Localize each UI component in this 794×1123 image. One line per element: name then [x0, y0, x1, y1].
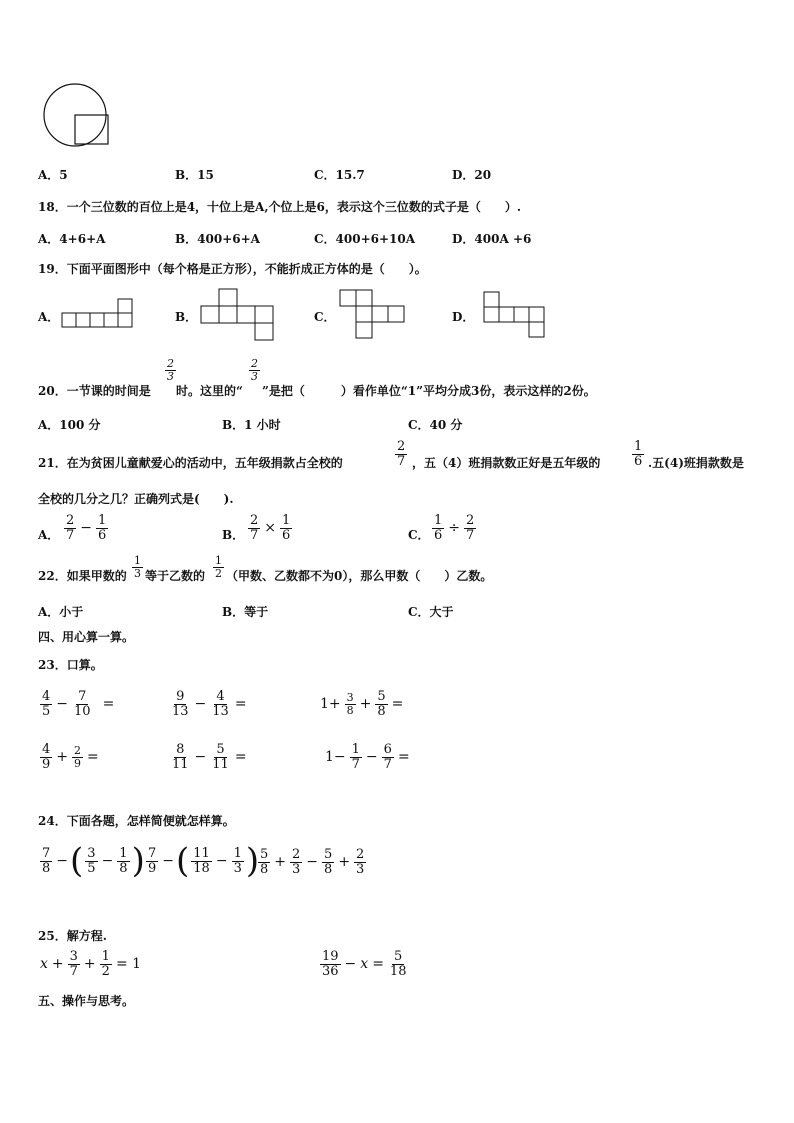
q21-option-a-expr: $\frac{2}{7}$ − $\frac{1}{6}$	[66, 513, 107, 543]
net-figure-a	[62, 299, 137, 329]
q23-expr-1: $\frac{4}{5}$ − $\frac{7}{10}$ =	[42, 689, 115, 719]
q23-expr-2: $\frac{9}{13}$ − $\frac{4}{13}$ =	[172, 689, 247, 719]
q25-equation-1: x + $\frac{3}{7}$ + $\frac{1}{2}$ = 1	[40, 949, 142, 979]
q21-line2: 全校的几分之几？正确列式是( ).	[38, 492, 234, 506]
q24-title: 24．下面各题，怎样简便就怎样算。	[38, 814, 235, 828]
q20-mid-text-2: ”是把（ ）看作单位“1”平均分成3份，表示这样的2份。	[262, 384, 596, 398]
q17-option-c: C．15.7	[314, 168, 365, 182]
q24-expr-3: $\frac{5}{8}$ + $\frac{2}{3}$ − $\frac{5}{8}$ + $\frac{2}{3}$	[260, 847, 365, 877]
q23-expr-5: $\frac{8}{11}$ − $\frac{5}{11}$ =	[172, 742, 247, 772]
q24-expr-2: $\frac{7}{9}$ −( $\frac{11}{18}$ − $\frac{1}{3}$ )	[148, 841, 260, 881]
q25-equation-2: $\frac{19}{36}$ − x = $\frac{5}{18}$	[322, 949, 407, 979]
net-figure-c	[340, 290, 410, 340]
q18-option-a: A．4+6+A	[38, 232, 106, 246]
q21-label-c: C．	[408, 528, 430, 542]
q20-option-b: B．1 小时	[222, 418, 281, 432]
q22-option-a: A．小于	[38, 605, 84, 619]
q22-fraction-1: $\frac{1}{3}$	[134, 554, 141, 580]
q22-option-c: C．大于	[408, 605, 454, 619]
q22-option-b: B．等于	[222, 605, 269, 619]
q22-text-a: 22．如果甲数的	[38, 569, 127, 583]
q21-fraction-2: $\frac{1}{6}$	[634, 439, 643, 469]
section-4-heading: 四、用心算一算。	[38, 630, 135, 644]
q21-line1-c: .五(4)班捐款数是	[648, 456, 744, 470]
q22-fraction-2: $\frac{1}{2}$	[215, 554, 222, 580]
q21-option-b-expr: $\frac{2}{7}$ × $\frac{1}{6}$	[250, 513, 291, 543]
q18-text: 18．一个三位数的百位上是4，十位上是A,个位上是6，表示这个三位数的式子是（ ）.	[38, 200, 522, 214]
q21-fraction-1: $\frac{2}{7}$	[397, 439, 406, 469]
q23-expr-6: 1− $\frac{1}{7}$ − $\frac{6}{7}$ =	[325, 742, 410, 772]
q23-expr-3: 1+ $\frac{3}{8}$ + $\frac{5}{8}$ =	[320, 689, 404, 719]
q25-title: 25．解方程.	[38, 929, 107, 943]
net-figure-b	[201, 289, 281, 341]
q19-label-c: C．	[314, 310, 336, 324]
q20-fraction-2: $\frac{2}{3}$	[251, 357, 258, 383]
q21-option-c-expr: $\frac{1}{6}$ ÷ $\frac{2}{7}$	[434, 513, 475, 543]
q24-expr-1: $\frac{7}{8}$ −( $\frac{3}{5}$ − $\frac{1}{8}$ )	[42, 841, 145, 881]
q17-option-d: D．20	[452, 168, 492, 182]
section-5-heading: 五、操作与思考。	[38, 994, 135, 1008]
q20-prefix: 20．一节课的时间是	[38, 384, 151, 398]
q20-option-c: C．40 分	[408, 418, 463, 432]
q21-label-b: B．	[222, 528, 245, 542]
q17-option-a: A．5	[38, 168, 68, 182]
circle-square-figure	[40, 85, 115, 147]
q18-option-d: D．400A +6	[452, 232, 532, 246]
net-figure-d	[484, 292, 549, 342]
q20-fraction-1: $\frac{2}{3}$	[167, 357, 174, 383]
q19-label-a: A．	[38, 310, 60, 324]
q18-option-c: C．400+6+10A	[314, 232, 416, 246]
q19-text: 19．下面平面图形中（每个格是正方形），不能折成正方体的是（ ）。	[38, 262, 427, 276]
q18-option-b: B．400+6+A	[175, 232, 260, 246]
q19-label-b: B．	[175, 310, 198, 324]
q20-option-a: A．100 分	[38, 418, 101, 432]
q23-title: 23．口算。	[38, 658, 103, 672]
q19-label-d: D．	[452, 310, 475, 324]
q21-line1-b: ，五（4）班捐款数正好是五年级的	[412, 456, 601, 470]
q21-label-a: A．	[38, 528, 60, 542]
q21-line1-a: 21．在为贫困儿童献爱心的活动中，五年级捐款占全校的	[38, 456, 343, 470]
q23-expr-4: $\frac{4}{9}$ + $\frac{2}{9}$ =	[42, 742, 99, 772]
q22-text-b: 等于乙数的	[145, 569, 206, 583]
q17-option-b: B．15	[175, 168, 214, 182]
q22-text-c: （甲数、乙数都不为0），那么甲数（ ）乙数。	[226, 569, 493, 583]
q20-mid-text-1: 时。这里的“	[176, 384, 243, 398]
